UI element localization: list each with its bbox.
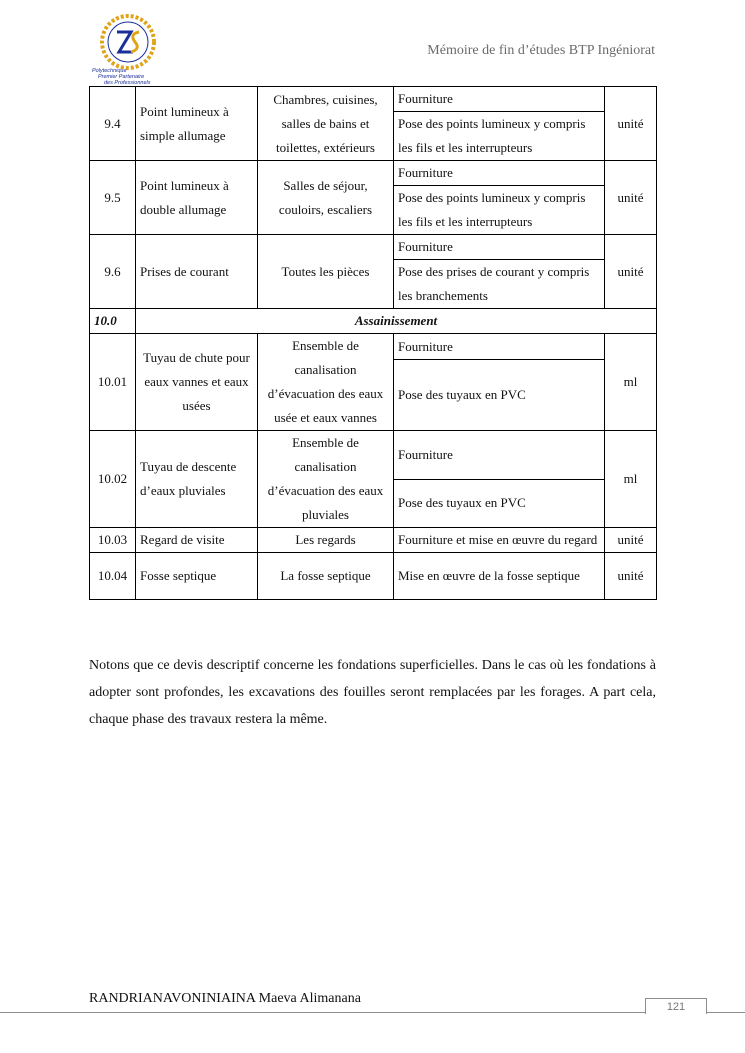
item-task: Fourniture (394, 87, 605, 112)
table-row (90, 235, 657, 260)
section-title: Assainissement (136, 309, 657, 334)
item-designation: Prises de courant (136, 235, 258, 309)
item-designation: Tuyau de descente d’eaux pluviales (136, 431, 258, 528)
table-row (90, 161, 657, 186)
item-unit: unité (605, 553, 657, 600)
item-number: 10.02 (90, 431, 136, 528)
item-unit: unité (605, 161, 657, 235)
section-number: 10.0 (90, 309, 136, 334)
logo-caption: Polytechnique Premier Partenaire des Professionnels (92, 68, 151, 86)
item-location: Toutes les pièces (258, 235, 394, 309)
item-task: Fourniture (394, 161, 605, 186)
item-designation: Tuyau de chute pour eaux vannes et eaux usées (136, 334, 258, 431)
item-unit: unité (605, 87, 657, 161)
item-designation: Fosse septique (136, 553, 258, 600)
table-row (90, 87, 657, 112)
item-number: 9.6 (90, 235, 136, 309)
footer-author: RANDRIANAVONINIAINA Maeva Alimanana (89, 991, 361, 1006)
item-unit: unité (605, 528, 657, 553)
item-designation: Point lumineux à simple allumage (136, 87, 258, 161)
footer-divider (0, 1012, 745, 1013)
table-row (90, 431, 657, 480)
item-location: Ensemble de canalisation d’évacuation des eaux pluviales (258, 431, 394, 528)
item-unit: unité (605, 235, 657, 309)
item-location: Ensemble de canalisation d’évacuation des eaux usée et eaux vannes (258, 334, 394, 431)
item-task: Fourniture (394, 431, 605, 480)
item-number: 10.01 (90, 334, 136, 431)
item-number: 10.03 (90, 528, 136, 553)
item-unit: ml (605, 334, 657, 431)
item-location: Salles de séjour, couloirs, escaliers (258, 161, 394, 235)
item-number: 9.4 (90, 87, 136, 161)
item-task: Pose des points lumineux y compris les fils et les interrupteurs (394, 186, 605, 235)
item-task: Pose des tuyaux en PVC (394, 360, 605, 431)
page-number: 121 (645, 998, 707, 1014)
item-location: Chambres, cuisines, salles de bains et toilettes, extérieurs (258, 87, 394, 161)
item-task: Fourniture et mise en œuvre du regard (394, 528, 605, 553)
item-task: Fourniture (394, 334, 605, 360)
table-row (90, 334, 657, 360)
table-row (90, 553, 657, 600)
item-location: La fosse septique (258, 553, 394, 600)
running-header: Mémoire de fin d’études BTP Ingéniorat (427, 43, 655, 58)
item-designation: Regard de visite (136, 528, 258, 553)
body-paragraph: Notons que ce devis descriptif concerne les fondations superficielles. Dans le cas où les fondations à adopter sont profondes, les excavations des fouilles seront remplacées par les forages. A part cela, chaque phase des travaux restera la même. (89, 658, 656, 727)
item-task: Mise en œuvre de la fosse septique (394, 553, 605, 600)
item-number: 10.04 (90, 553, 136, 600)
item-task: Pose des points lumineux y compris les fils et les interrupteurs (394, 112, 605, 161)
item-location: Les regards (258, 528, 394, 553)
devis-table (89, 86, 657, 600)
table-row (90, 528, 657, 553)
item-number: 9.5 (90, 161, 136, 235)
section-row (90, 309, 657, 334)
item-task: Pose des prises de courant y compris les branchements (394, 260, 605, 309)
item-unit: ml (605, 431, 657, 528)
item-task: Fourniture (394, 235, 605, 260)
item-designation: Point lumineux à double allumage (136, 161, 258, 235)
item-task: Pose des tuyaux en PVC (394, 479, 605, 528)
